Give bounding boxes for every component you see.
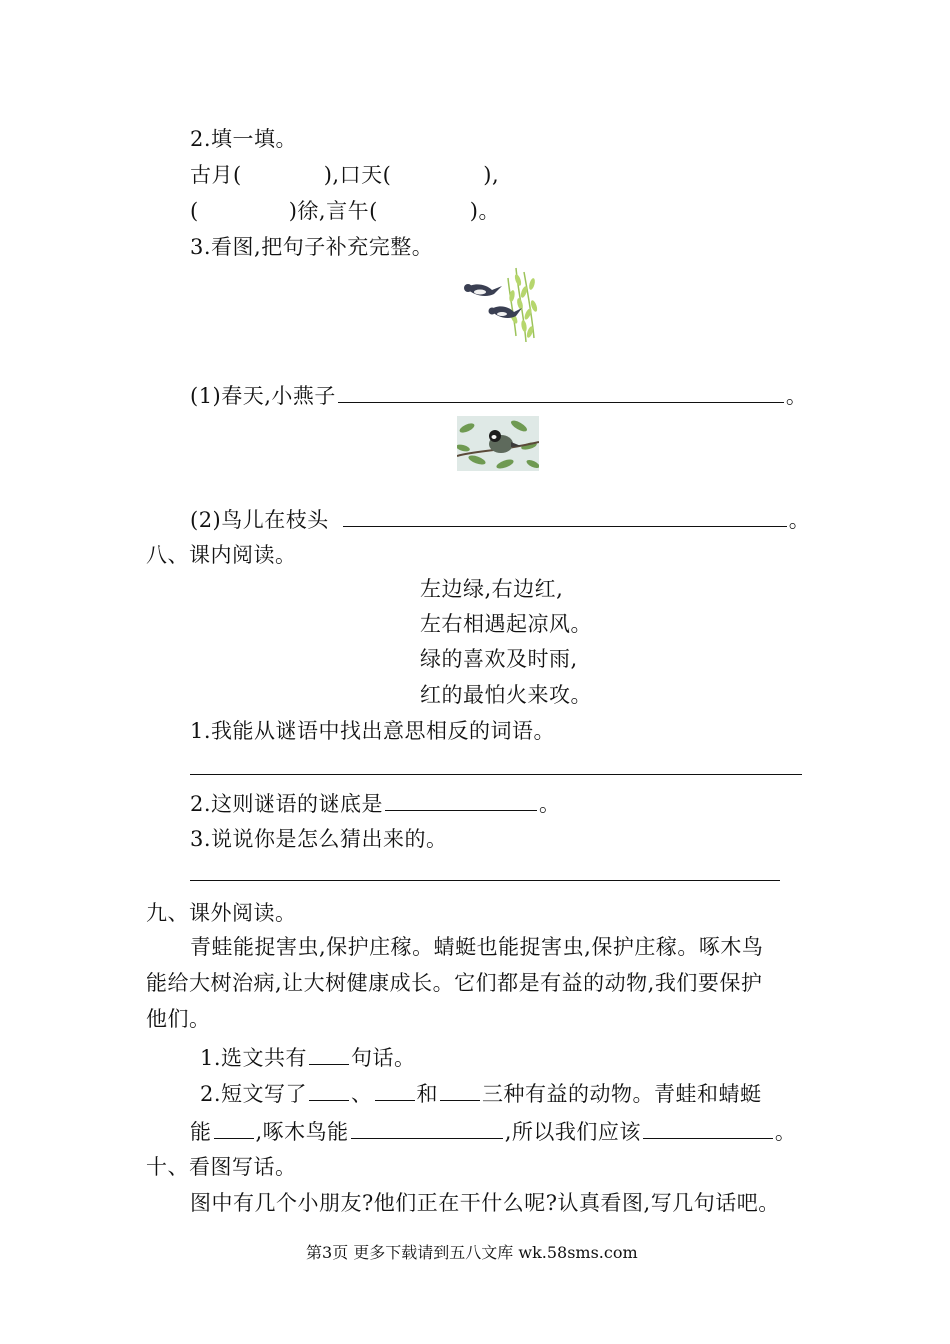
section-10-heading: 十、看图写话。 bbox=[146, 1155, 297, 1179]
page-number: 3 bbox=[322, 1243, 333, 1262]
answer-blank-animal-3[interactable] bbox=[440, 1078, 480, 1101]
sentence-1: (1)春天,小燕子 。 bbox=[190, 380, 807, 411]
passage-q2-continued: 能 ,啄木鸟能 ,所以我们应该 。 bbox=[190, 1116, 796, 1147]
riddle-line-4: 红的最怕火来攻。 bbox=[420, 683, 592, 707]
reading-q2: 2.这则谜语的谜底是 。 bbox=[190, 788, 561, 819]
riddle-line-1: 左边绿,右边红, bbox=[420, 577, 564, 601]
answer-blank-count[interactable] bbox=[309, 1042, 349, 1065]
passage-q1: 1.选文共有 句话。 bbox=[200, 1042, 416, 1073]
answer-line-q3[interactable] bbox=[190, 880, 780, 881]
reading-q1: 1.我能从谜语中找出意思相反的词语。 bbox=[190, 719, 556, 743]
riddle-line-2: 左右相遇起凉风。 bbox=[420, 612, 592, 636]
answer-blank-should[interactable] bbox=[643, 1116, 773, 1139]
answer-blank-animal-1[interactable] bbox=[309, 1078, 349, 1101]
answer-blank-riddle[interactable] bbox=[385, 788, 537, 811]
riddle-line-3: 绿的喜欢及时雨, bbox=[420, 647, 578, 671]
writing-prompt: 图中有几个小朋友?他们正在干什么呢?认真看图,写几句话吧。 bbox=[190, 1191, 780, 1215]
answer-line-1[interactable] bbox=[338, 380, 784, 403]
section-8-heading: 八、课内阅读。 bbox=[146, 543, 297, 567]
fill-row-1: 古月( ),口天( ), bbox=[190, 163, 500, 187]
q2-fill-title: 2.填一填。 bbox=[190, 127, 298, 151]
answer-line-2[interactable] bbox=[343, 504, 787, 527]
bird-on-branch-image bbox=[457, 416, 539, 471]
swallows-willow-image bbox=[458, 266, 540, 344]
passage-line-1: 青蛙能捉害虫,保护庄稼。蜻蜓也能捉害虫,保护庄稼。啄木鸟 bbox=[190, 935, 764, 959]
answer-blank-animal-2[interactable] bbox=[375, 1078, 415, 1101]
passage-line-3: 他们。 bbox=[146, 1007, 211, 1031]
answer-blank-woodpecker-ability[interactable] bbox=[351, 1116, 503, 1139]
section-9-heading: 九、课外阅读。 bbox=[146, 901, 297, 925]
passage-q2: 2.短文写了 、 和 三种有益的动物。青蛙和蜻蜓 bbox=[200, 1078, 762, 1109]
sentence-2: (2)鸟儿在枝头 。 bbox=[190, 504, 810, 535]
q3-picture-title: 3.看图,把句子补充完整。 bbox=[190, 235, 434, 259]
page-footer: 第3页 更多下载请到五八文库 wk.58sms.com bbox=[306, 1243, 638, 1262]
answer-line-q1[interactable] bbox=[190, 774, 802, 775]
reading-q3: 3.说说你是怎么猜出来的。 bbox=[190, 827, 448, 851]
passage-line-2: 能给大树治病,让大树健康成长。它们都是有益的动物,我们要保护 bbox=[146, 971, 763, 995]
answer-blank-frog-ability[interactable] bbox=[214, 1116, 254, 1139]
fill-row-2: ( )徐,言午( )。 bbox=[190, 199, 500, 223]
